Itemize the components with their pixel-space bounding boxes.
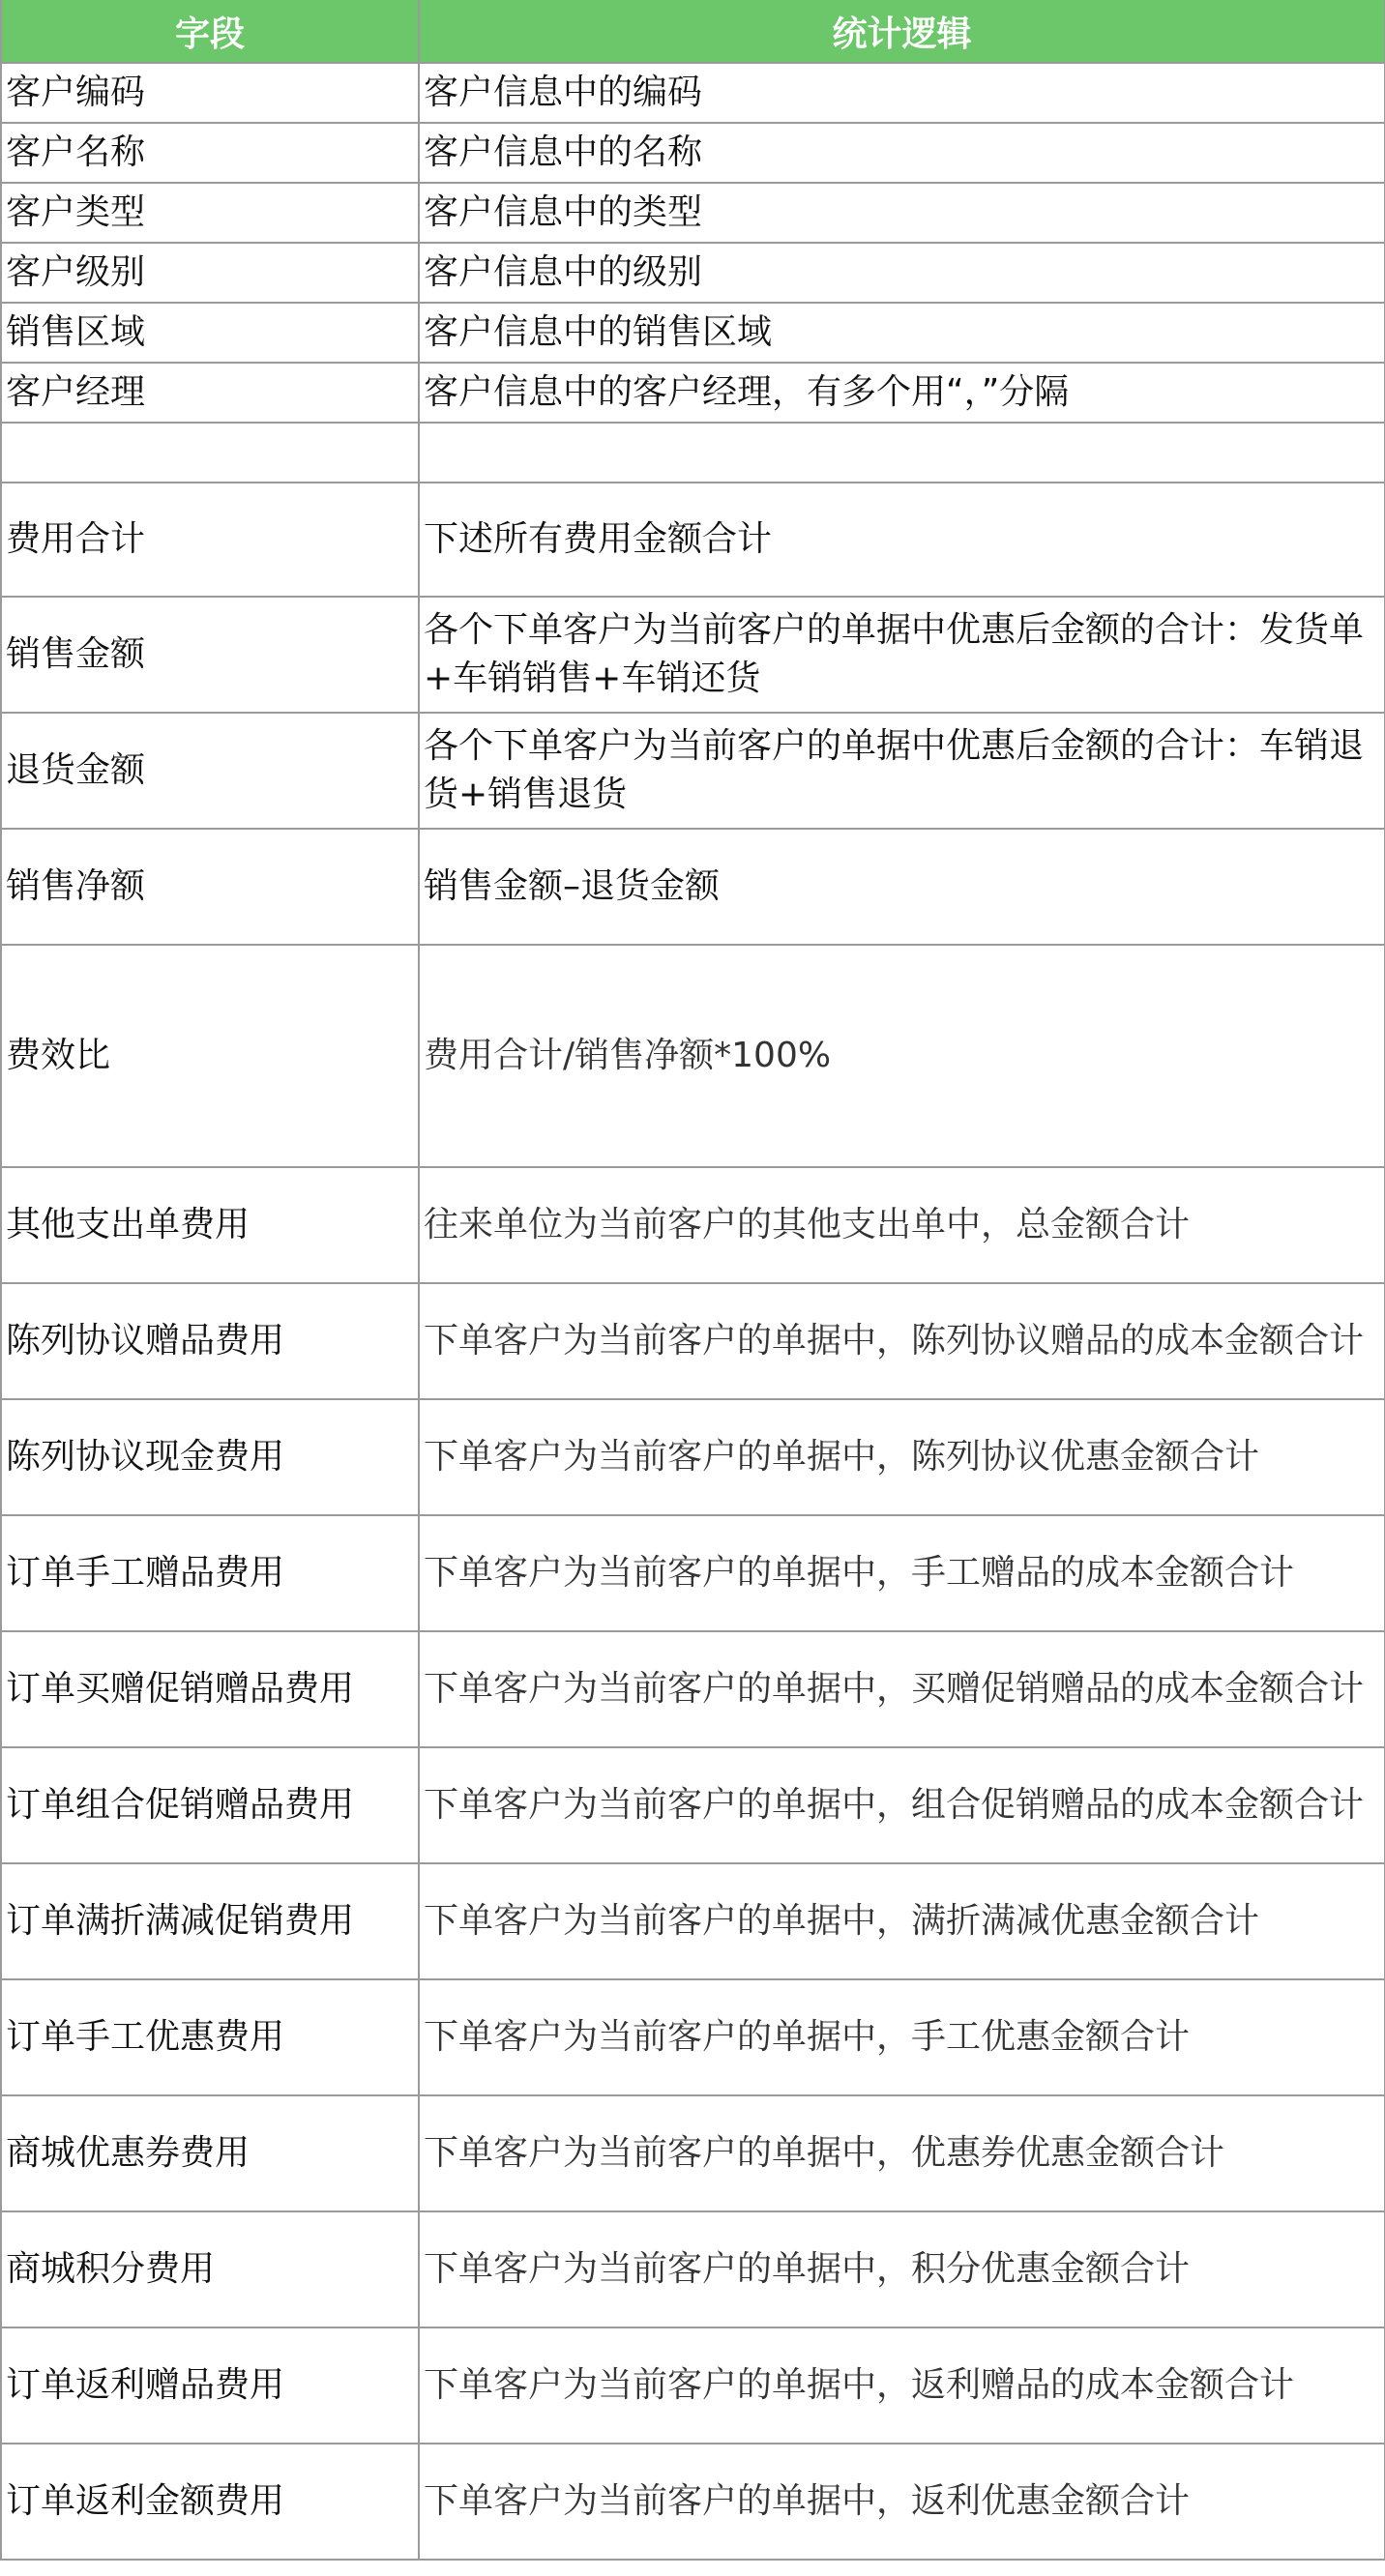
- field-cell: 销售净额: [1, 829, 419, 945]
- logic-cell: 下单客户为当前客户的单据中，组合促销赠品的成本金额合计: [419, 1747, 1385, 1863]
- logic-cell: 下述所有费用金额合计: [419, 483, 1385, 597]
- logic-cell: 往来单位为当前客户的其他支出单中，总金额合计: [419, 1167, 1385, 1283]
- logic-cell: 下单客户为当前客户的单据中，手工优惠金额合计: [419, 1979, 1385, 2095]
- header-logic: 统计逻辑: [419, 0, 1385, 63]
- field-cell: 客户级别: [1, 243, 419, 303]
- field-cell: 费效比: [1, 945, 419, 1167]
- logic-cell: 下单客户为当前客户的单据中，陈列协议优惠金额合计: [419, 1399, 1385, 1515]
- table-row: [1, 303, 1385, 363]
- table-row: [1, 1399, 1385, 1515]
- field-cell: 商城积分费用: [1, 2211, 419, 2327]
- table-row: [1, 1167, 1385, 1283]
- table-row: [1, 597, 1385, 713]
- table-row: [1, 2095, 1385, 2211]
- field-cell: 客户名称: [1, 123, 419, 183]
- table-row: [1, 829, 1385, 945]
- table-row: [1, 63, 1385, 123]
- field-cell: 费用合计: [1, 483, 419, 597]
- field-cell: 退货金额: [1, 713, 419, 829]
- logic-cell: 下单客户为当前客户的单据中，优惠券优惠金额合计: [419, 2095, 1385, 2211]
- logic-cell: 下单客户为当前客户的单据中，满折满减优惠金额合计: [419, 1863, 1385, 1979]
- field-cell: 销售区域: [1, 303, 419, 363]
- table-row: [1, 2211, 1385, 2327]
- logic-cell: 客户信息中的编码: [419, 63, 1385, 123]
- logic-cell: 客户信息中的名称: [419, 123, 1385, 183]
- table-row: [1, 2327, 1385, 2444]
- field-cell: 客户经理: [1, 363, 419, 423]
- field-cell: 订单买赠促销赠品费用: [1, 1631, 419, 1747]
- table-row: [1, 1515, 1385, 1631]
- field-cell: 销售金额: [1, 597, 419, 713]
- logic-cell: 客户信息中的客户经理，有多个用“，”分隔: [419, 363, 1385, 423]
- field-cell: 陈列协议赠品费用: [1, 1283, 419, 1399]
- table-row: [1, 713, 1385, 829]
- logic-cell: 下单客户为当前客户的单据中，返利优惠金额合计: [419, 2444, 1385, 2560]
- table-row-empty: [1, 423, 1385, 483]
- table-row: [1, 243, 1385, 303]
- table-header-row: [1, 0, 1385, 63]
- field-cell: 订单返利金额费用: [1, 2444, 419, 2560]
- field-cell: 陈列协议现金费用: [1, 1399, 419, 1515]
- logic-cell: 费用合计/销售净额*100%: [419, 945, 1385, 1167]
- logic-cell: 客户信息中的销售区域: [419, 303, 1385, 363]
- table-row: [1, 483, 1385, 597]
- table-row: [1, 183, 1385, 243]
- field-cell: 订单组合促销赠品费用: [1, 1747, 419, 1863]
- field-cell: 订单手工赠品费用: [1, 1515, 419, 1631]
- field-cell: 客户编码: [1, 63, 419, 123]
- table-row: [1, 1747, 1385, 1863]
- field-cell: 订单返利赠品费用: [1, 2327, 419, 2444]
- field-cell: 客户类型: [1, 183, 419, 243]
- table-row: [1, 1979, 1385, 2095]
- logic-cell: 销售金额–退货金额: [419, 829, 1385, 945]
- field-cell: [1, 423, 419, 483]
- table-row: [1, 1863, 1385, 1979]
- table-row: [1, 2444, 1385, 2560]
- logic-cell: 下单客户为当前客户的单据中，手工赠品的成本金额合计: [419, 1515, 1385, 1631]
- header-field: 字段: [1, 0, 419, 63]
- field-cell: 订单手工优惠费用: [1, 1979, 419, 2095]
- logic-cell: 各个下单客户为当前客户的单据中优惠后金额的合计：车销退货+销售退货: [419, 713, 1385, 829]
- logic-cell: 下单客户为当前客户的单据中，返利赠品的成本金额合计: [419, 2327, 1385, 2444]
- logic-cell: 各个下单客户为当前客户的单据中优惠后金额的合计：发货单+车销销售+车销还货: [419, 597, 1385, 713]
- field-cell: 其他支出单费用: [1, 1167, 419, 1283]
- logic-cell: 客户信息中的类型: [419, 183, 1385, 243]
- table-row: [1, 363, 1385, 423]
- table-row: [1, 123, 1385, 183]
- logic-cell: 下单客户为当前客户的单据中，陈列协议赠品的成本金额合计: [419, 1283, 1385, 1399]
- logic-cell: 下单客户为当前客户的单据中，积分优惠金额合计: [419, 2211, 1385, 2327]
- logic-cell: 下单客户为当前客户的单据中，买赠促销赠品的成本金额合计: [419, 1631, 1385, 1747]
- table-row: [1, 1631, 1385, 1747]
- table-row: [1, 945, 1385, 1167]
- field-cell: 订单满折满减促销费用: [1, 1863, 419, 1979]
- logic-cell: 客户信息中的级别: [419, 243, 1385, 303]
- field-cell: 商城优惠券费用: [1, 2095, 419, 2211]
- logic-cell: [419, 423, 1385, 483]
- table-row: [1, 1283, 1385, 1399]
